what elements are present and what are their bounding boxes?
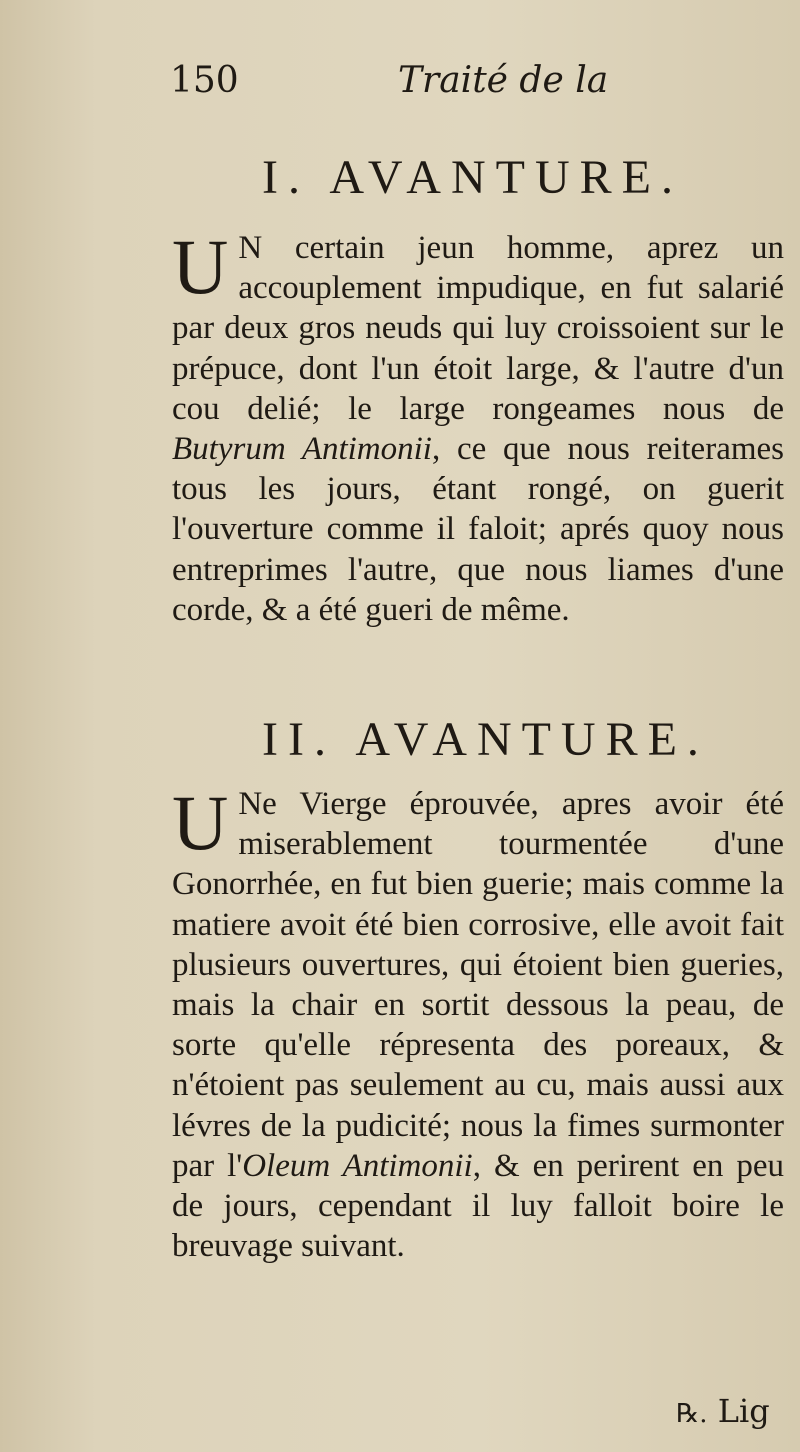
paragraph-text: Ne Vierge éprouvée, apres avoir été miserablement tourmentée d'une Gonorrhée, en fut bien guerie; mais comme la matiere avoit été bien corrosive, elle avoit fait plusieurs ouvertures, qui étoient bien gueries, mais la chair en sortit dessous la peau, de sorte qu'elle répresenta des poreaux, & n'étoient pas seulement au cu, mais aussi aux lévres de la pudicité; nous la fimes surmonter par l' — [172, 786, 784, 1184]
page-footer — [676, 1392, 770, 1430]
section-heading-2: II. AVANTURE. — [262, 713, 709, 766]
paragraph-text: , & en perirent en peu de jours, cependant il luy falloit boire le breuvage suivant. — [172, 1147, 785, 1265]
running-title: Traité de la — [398, 60, 609, 101]
drop-cap: U — [172, 779, 229, 866]
latin-term: Butyrum Antimonii — [172, 431, 432, 468]
section-2 — [172, 779, 785, 1266]
paragraph-text: , ce que nous reiterames tous les jours, étant rongé, on guerit l'ouverture comme il faloit; aprés quoy nous entreprimes l'autre, que nous liames d'une corde, & a été gueri de même. — [172, 431, 784, 628]
catchword: Lig — [717, 1392, 770, 1430]
paragraph-1 — [172, 223, 784, 630]
page-header — [170, 60, 740, 110]
paragraph-2 — [172, 779, 785, 1266]
paragraph-text: N certain jeun homme, aprez un accouplement impudique, en fut salarié par deux gros neuds qui luy croissoient sur le prépuce, dont l'un étoit large, & l'autre d'un cou delié; le large rongeames nous de — [172, 230, 784, 427]
section-heading-1: I. AVANTURE. — [262, 151, 683, 204]
page-number: 150 — [170, 60, 239, 101]
latin-term: Oleum Antimonii — [242, 1147, 473, 1184]
drop-cap: U — [172, 223, 229, 310]
recipe-symbol: ℞. — [676, 1399, 708, 1429]
section-1 — [172, 223, 784, 630]
